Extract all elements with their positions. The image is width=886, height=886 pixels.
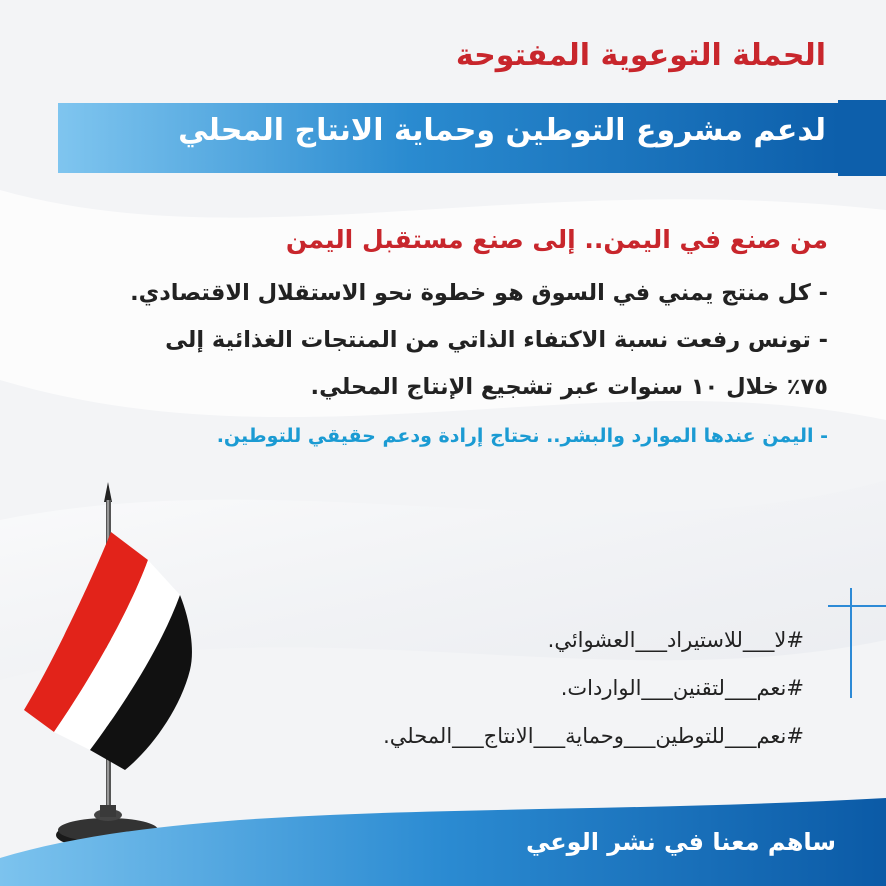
bullet-point: - تونس رفعت نسبة الاكتفاء الذاتي من المنتجات الغذائية إلى xyxy=(165,327,828,353)
footer-text: ساهم معنا في نشر الوعي xyxy=(525,828,836,856)
decorative-horizontal-line xyxy=(828,605,886,607)
bullet-point-highlight: - اليمن عندها الموارد والبشر.. نحتاج إرادة ودعم حقيقي للتوطين. xyxy=(216,425,828,447)
section-subtitle: من صنع في اليمن.. إلى صنع مستقبل اليمن xyxy=(285,225,828,254)
hashtag-line: #لا___للاستيراد___العشوائي. xyxy=(547,628,804,652)
campaign-title: الحملة التوعوية المفتوحة xyxy=(455,38,826,73)
hashtag-line: #نعم___لتقنين___الواردات. xyxy=(560,676,804,700)
hashtag-line: #نعم___للتوطين___وحماية___الانتاج___المحلي. xyxy=(383,724,804,748)
banner-text: لدعم مشروع التوطين وحماية الانتاج المحلي xyxy=(178,113,826,148)
bullet-point: - كل منتج يمني في السوق هو خطوة نحو الاستقلال الاقتصادي. xyxy=(130,280,828,306)
banner-edge xyxy=(838,100,886,176)
bullet-point: ٧٥٪ خلال ١٠ سنوات عبر تشجيع الإنتاج المحلي. xyxy=(310,374,828,400)
